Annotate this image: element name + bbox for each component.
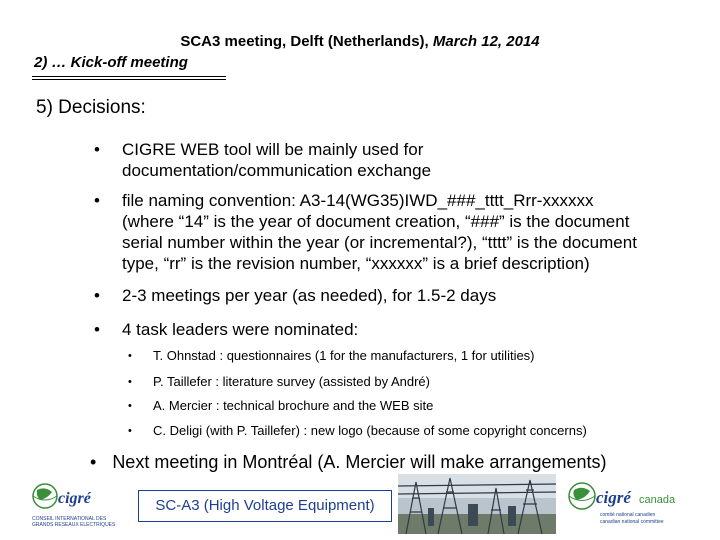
cigre-logo	[30, 478, 122, 530]
bullet-line: CIGRE WEB tool will be mainly used for	[122, 140, 424, 159]
section-title: 5) Decisions:	[36, 97, 146, 118]
bullet-line: (where “14” is the year of document creation, “###” is the document	[122, 212, 630, 231]
globe-icon	[33, 484, 57, 508]
bullet-line: documentation/communication exchange	[122, 161, 432, 180]
cigre-canada-logo	[566, 476, 696, 532]
next-meeting-text: Next meeting in Montréal (A. Mercier will make arrangements)	[112, 452, 607, 472]
substation-photo	[398, 474, 556, 534]
sub-bullet-text: T. Ohnstad : questionnaires (1 for the manufacturers, 1 for utilities)	[153, 348, 535, 363]
logo-sub-line: canadian national committee	[600, 519, 664, 525]
footer-label: SC-A3 (High Voltage Equipment)	[138, 490, 392, 522]
logo-sub-line: GRANDS RESEAUX ELECTRIQUES	[32, 522, 116, 528]
bullet-icon: •	[94, 191, 100, 210]
globe-icon	[569, 483, 595, 509]
bullet-icon: •	[128, 400, 132, 412]
title-rule-bottom	[32, 79, 226, 80]
sub-bullet-text: A. Mercier : technical brochure and the WEB site	[153, 398, 434, 413]
bullet-icon: •	[128, 376, 132, 388]
sub-bullet-text: P. Taillefer : literature survey (assisted by André)	[153, 374, 430, 389]
bullet-icon: •	[90, 452, 97, 472]
bullet-line: serial number within the year (or incremental?), “tttt” is the document	[122, 233, 637, 252]
bullet-icon: •	[128, 425, 132, 437]
bullet-line: type, “rr” is the revision number, “xxxxxx” is a brief description)	[122, 254, 590, 273]
slide-title-line2: 2) … Kick-off meeting	[34, 54, 188, 71]
bullet-line: 4 task leaders were nominated:	[122, 320, 359, 339]
slide-title-line1	[0, 33, 720, 50]
sub-bullet-text: C. Deligi (with P. Taillefer) : new logo (because of some copyright concerns)	[153, 423, 587, 438]
logo-sub-line: comité national canadien	[600, 512, 656, 518]
title-date: March 12, 2014	[432, 33, 540, 50]
logo-text: cigré	[596, 488, 631, 507]
logo-sub-line: CONSEIL INTERNATIONAL DES	[32, 516, 107, 522]
next-meeting-item	[90, 452, 606, 473]
bullet-icon: •	[94, 320, 100, 339]
bullet-icon: •	[128, 350, 132, 362]
bullet-line: 2-3 meetings per year (as needed), for 1.5-2 days	[122, 286, 497, 305]
title-rule-top	[32, 76, 226, 77]
title-meeting: SCA3 meeting, Delft (Netherlands),	[180, 33, 429, 50]
bullet-line: file naming convention: A3-14(WG35)IWD_###_tttt_Rrr-xxxxxx	[122, 191, 594, 210]
logo-text: cigré	[58, 490, 91, 507]
bullet-icon: •	[94, 286, 100, 305]
logo-word: canada	[639, 494, 676, 506]
bullet-icon: •	[94, 140, 100, 159]
